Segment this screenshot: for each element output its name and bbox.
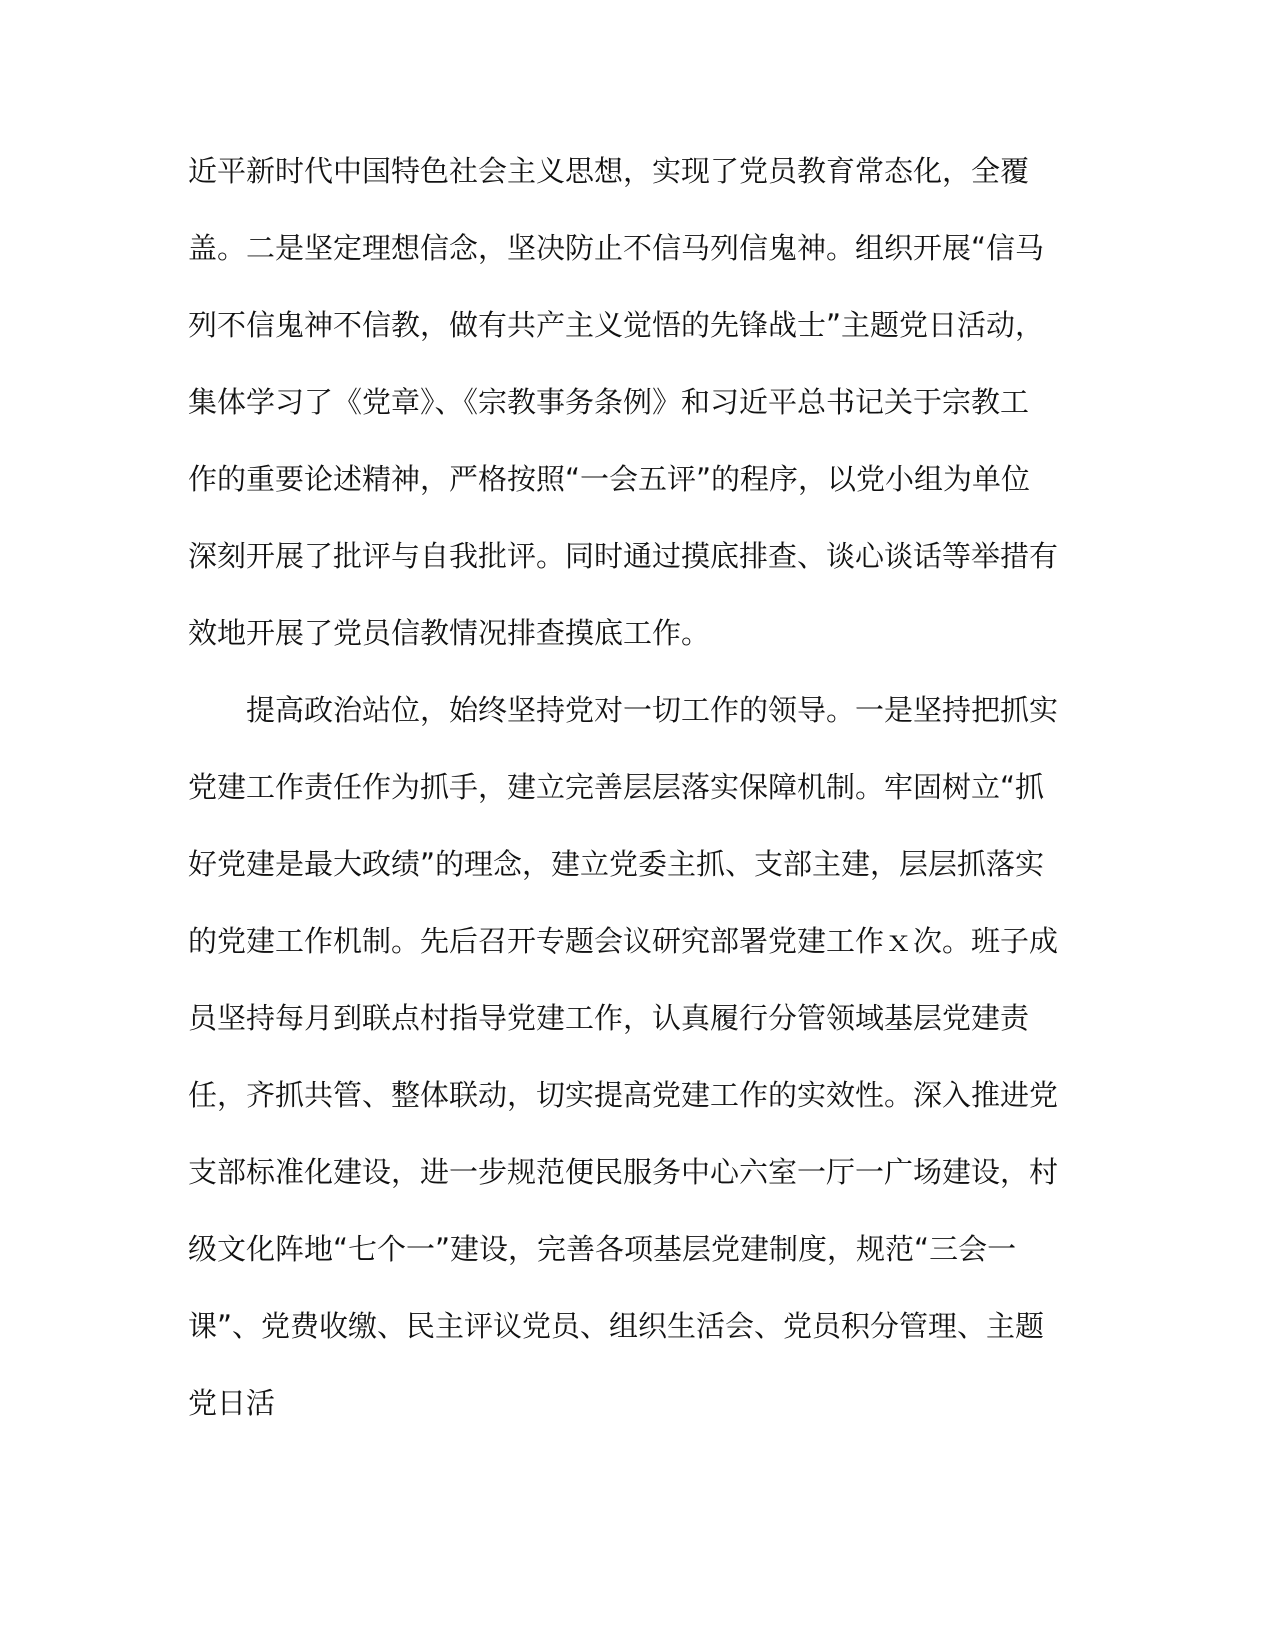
body-text <box>188 140 1068 1449</box>
text-line: 集体学习了《党章》、《宗教事务条例》和习近平总书记关于宗教工 <box>188 385 1030 419</box>
text-line: 党建工作责任作为抓手，建立完善层层落实保障机制。牢固树立“抓 <box>188 770 1045 804</box>
text-line: 党日活 <box>188 1386 276 1420</box>
text-line: 效地开展了党员信教情况排查摸底工作。 <box>188 616 711 650</box>
text-line: 近平新时代中国特色社会主义思想，实现了党员教育常态化，全覆 <box>188 154 1030 188</box>
paragraph-first-line: 提高政治站位，始终坚持党对一切工作的领导。一是坚持把抓实 <box>246 693 1059 727</box>
text-line: 课”、党费收缴、民主评议党员、组织生活会、党员积分管理、主题 <box>188 1309 1045 1343</box>
text-line: 员坚持每月到联点村指导党建工作，认真履行分管领域基层党建责 <box>188 1001 1030 1035</box>
text-line: 级文化阵地“七个一”建设，完善各项基层党建制度，规范“三会一 <box>188 1232 1017 1266</box>
text-line: 的党建工作机制。先后召开专题会议研究部署党建工作ｘ次。班子成 <box>188 924 1059 958</box>
text-line: 支部标准化建设，进一步规范便民服务中心六室一厅一广场建设，村 <box>188 1155 1059 1189</box>
text-line: 作的重要论述精神，严格按照“一会五评”的程序，以党小组为单位 <box>188 462 1031 496</box>
text-line: 深刻开展了批评与自我批评。同时通过摸底排查、谈心谈话等举措有 <box>188 539 1059 573</box>
text-line: 好党建是最大政绩”的理念，建立党委主抓、支部主建，层层抓落实 <box>188 847 1045 881</box>
text-line: 列不信鬼神不信教，做有共产主义觉悟的先锋战士”主题党日活动， <box>188 308 1045 342</box>
text-line: 任，齐抓共管、整体联动，切实提高党建工作的实效性。深入推进党 <box>188 1078 1059 1112</box>
text-line: 盖。二是坚定理想信念，坚决防止不信马列信鬼神。组织开展“信马 <box>188 231 1045 265</box>
